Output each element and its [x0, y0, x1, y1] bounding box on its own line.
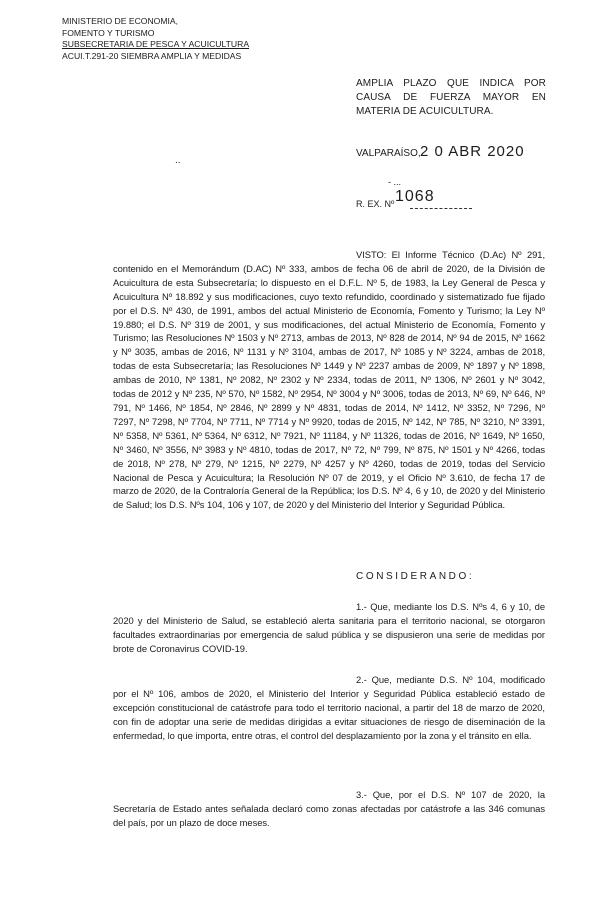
- header-subsecretaria: SUBSECRETARIA DE PESCA Y ACUICULTURA: [62, 39, 250, 50]
- considerando-2: 2.- Que, mediante D.S. Nº 104, modificado por el Nº 106, ambos de 2020, el Ministerio del Interior y Seguridad Pública estableció estado de excepción constitucional de catástrofe para todo el territorio nacional, a partir del 18 de marzo de 2020, con fin de adoptar una serie de medidas dirigidas a evitar situaciones de riesgo de diseminación de la enfermedad, lo que importa, entre otras, el control del desplazamiento por la zona y el tránsito en ella.: [113, 674, 545, 741]
- dash-mark: - ...: [388, 177, 401, 187]
- margin-dots: ..: [175, 155, 181, 166]
- considerando-heading: CONSIDERANDO:: [356, 571, 475, 582]
- document-subject: AMPLIA PLAZO QUE INDICA POR CAUSA DE FUERZA MAYOR EN MATERIA DE ACUICULTURA.: [356, 78, 546, 117]
- resolution-number: 1068: [395, 188, 435, 205]
- considerando-3: 3.- Que, por el D.S. Nº 107 de 2020, la Secretaría de Estado antes señalada declaró como zonas afectadas por catástrofe a las 346 comunas del país, por un plazo de doce meses.: [113, 789, 545, 828]
- resolution-number-line: [410, 208, 472, 209]
- resolution-label: R. EX. Nº: [356, 199, 395, 209]
- issuer-header: [62, 16, 249, 62]
- header-ministry-cont: FOMENTO Y TURISMO: [62, 27, 155, 38]
- header-file-reference: ACUI.T.291-20 SIEMBRA AMPLIA Y MEDIDAS: [62, 50, 242, 61]
- visto-paragraph: VISTO: El Informe Técnico (D.Ac) Nº 291, contenido en el Memorándum (D.AC) Nº 333, ambos de fecha 06 de abril de 2020, de la División de Acuicultura de esta Subsecretaría; lo dispuesto en el D.F.L. Nº 5, de 1983, la Ley General de Pesca y Acuicultura Nº 18.892 y sus modificaciones, cuyo texto refundido, coordinado y sistematizado fue fijado por el D.S. Nº 430, de 1991, ambos del actual Ministerio de Economía, Fomento y Turismo; la Ley Nº 19.880; el D.S. Nº 319 de 2001, y sus modificaciones, del actual Ministerio de Economía, Fomento y Turismo; las Resoluciones Nº 1503 y Nº 2713, ambas de 2013, Nº 828 de 2014, Nº 94 de 2015, Nº 1662 y Nº 3035, ambas de 2016, Nº 1131 y Nº 3104, ambas de 2017, Nº 1085 y Nº 3224, ambas de 2018, todas de esta Subsecretaría; las Resoluciones Nº 1449 y Nº 2237 ambas de 2009, Nº 1897 y Nº 1898, ambas de 2010, Nº 1381, Nº 2082, Nº 2302 y Nº 2334, todas de 2011, Nº 1306, Nº 2601 y Nº 3042, todas de 2012 y Nº 235, Nº 570, Nº 1582, Nº 2954, Nº 3004 y Nº 3006, todas de 2013, Nº 69, Nº 646, Nº 791, Nº 1466, Nº 1854, Nº 2846, Nº 2899 y Nº 4831, todas de 2014, Nº 1412, Nº 3352, Nº 7296, Nº 7297, Nº 7298, Nº 7704, Nº 7711, Nº 7714 y Nº 9920, todas de 2015, Nº 142, Nº 785, Nº 3210, Nº 3391, Nº 5358, Nº 5361, Nº 5364, Nº 6312, Nº 7921, Nº 11184, y Nº 11326, todas de 2016, Nº 1649, Nº 1650, Nº 3460, Nº 3556, Nº 3983 y Nº 4810, todas de 2017, Nº 72, Nº 799, Nº 875, Nº 1501 y Nº 4266, todas de 2018, Nº 278, Nº 279, Nº 1215, Nº 2279, Nº 4257 y Nº 4260, todas de 2019, todas del Servicio Nacional de Pesca y Acuicultura; la Resolución Nº 07 de 2019, y el Oficio Nº 3.610, de fecha 17 de marzo de 2020, de la Contraloría General de la República; los D.S. Nº 4, 6 y 10, de 2020 y del Ministerio de Salud; los D.S. Nºs 104, 106 y 107, de 2020 y del Ministerio del Interior y Seguridad Pública.: [113, 249, 545, 511]
- considerando-1: 1.- Que, mediante los D.S. Nºs 4, 6 y 10, de 2020 y del Ministerio de Salud, se estableció alerta sanitaria para el territorio nacional, se otorgaron facultades extraordinarias por emergencia de salud pública y se dispusieron una serie de medidas por brote de Coronavirus COVID-19.: [113, 601, 545, 654]
- header-ministry: MINISTERIO DE ECONOMIA,: [62, 16, 179, 26]
- date-stamp: 2 0 ABR 2020: [420, 143, 525, 160]
- place-label: VALPARAÍSO,: [356, 148, 421, 159]
